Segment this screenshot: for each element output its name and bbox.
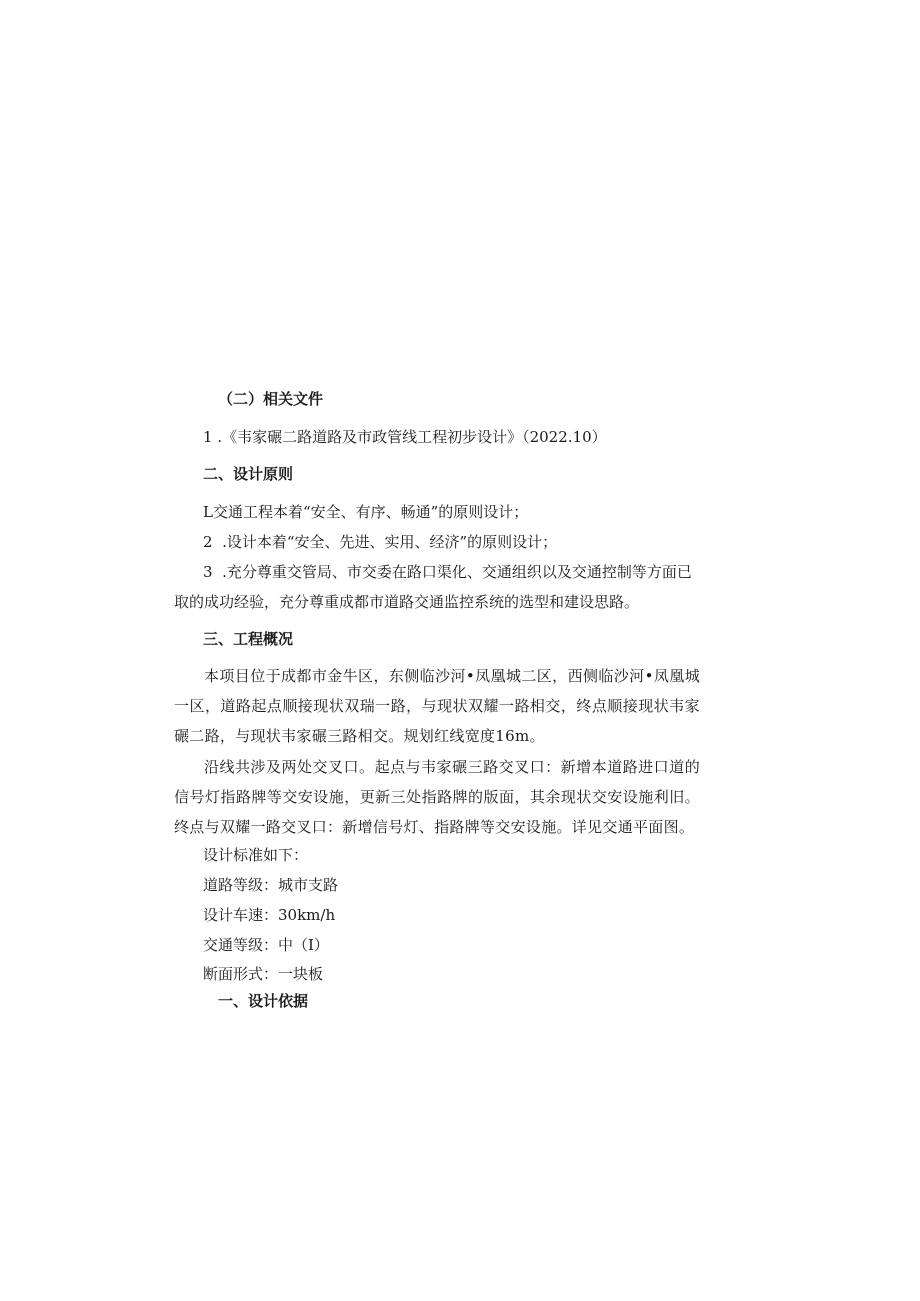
principle-item-1: L交通工程本着“安全、有序、畅通”的原则设计； xyxy=(203,503,529,521)
section-heading-project-overview: 三、工程概况 xyxy=(203,630,294,648)
related-file-item: 1 .《韦家碾二路道路及市政管线工程初步设计》（2022.10） xyxy=(203,428,607,446)
overview-paragraph-2: 沿线共涉及两处交叉口。起点与韦家碾三路交叉口：新增本道路进口道的信号灯指路牌等交安设施，更新三处指路牌的版面，其余现状交安设施利旧。终点与双耀一路交叉口：新增信号灯、指路牌等交安设施。详见交通平面图。 xyxy=(174,758,700,836)
standard-design-speed: 设计车速：30km/h xyxy=(203,906,336,924)
section-heading-related-files: （二）相关文件 xyxy=(218,390,324,408)
principle-item-3-line-2: 取的成功经验，充分尊重成都市道路交通监控系统的选型和建设思路。 xyxy=(174,593,640,611)
standard-road-grade: 道路等级：城市支路 xyxy=(203,876,339,894)
section-heading-design-basis: 一、设计依据 xyxy=(218,992,309,1010)
standards-intro: 设计标准如下： xyxy=(203,846,309,864)
standard-traffic-grade: 交通等级：中（I） xyxy=(203,936,329,954)
standard-section-form: 断面形式：一块板 xyxy=(203,965,324,983)
principle-item-3-line-1: 3 .充分尊重交管局、市交委在路口渠化、交通组织以及交通控制等方面已 xyxy=(203,563,692,581)
principle-item-2: 2 .设计本着“安全、先进、实用、经济”的原则设计； xyxy=(203,533,558,551)
overview-paragraph-1: 本项目位于成都市金牛区，东侧临沙河•凤凰城二区，西侧临沙河•凤凰城一区，道路起点顺接现状双瑞一路，与现状双耀一路相交，终点顺接现状韦家碾二路，与现状韦家碾三路相交。规划红线宽度16m。 xyxy=(174,667,700,745)
section-heading-design-principles: 二、设计原则 xyxy=(203,465,294,483)
